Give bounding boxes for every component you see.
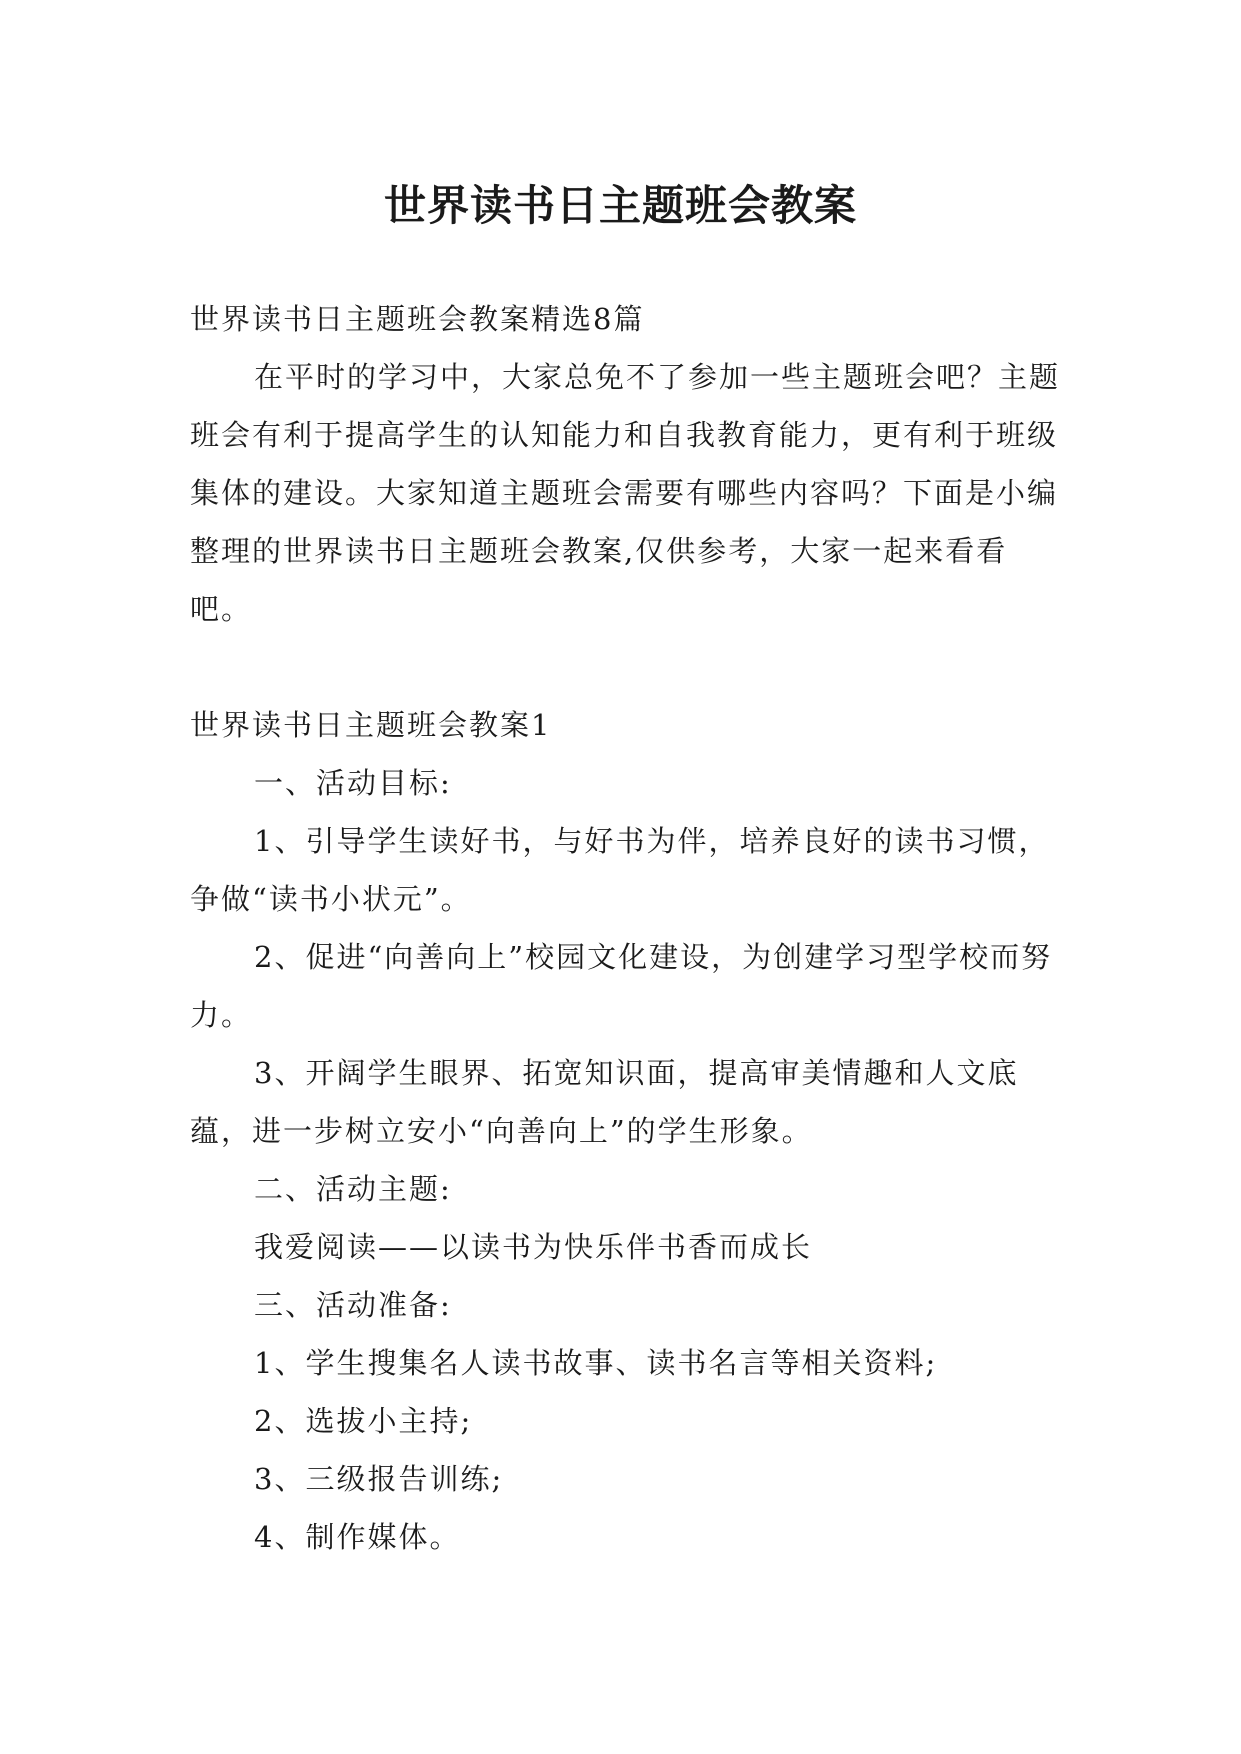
goal-item: 3、开阔学生眼界、拓宽知识面，提高审美情趣和人文底蕴，进一步树立安小“向善向上”的学生形象。 <box>190 1056 1019 1148</box>
intro-paragraph: 在平时的学习中，大家总免不了参加一些主题班会吧？主题班会有利于提高学生的认知能力和自我教育能力，更有利于班级集体的建设。大家知道主题班会需要有哪些内容吗？下面是小编整理的世界读书日主题班会教案,仅供参考，大家一起来看看吧。 <box>190 360 1061 626</box>
document-body <box>190 290 1060 1566</box>
document-subtitle: 世界读书日主题班会教案精选8篇 <box>190 302 645 336</box>
prep-item: 1、学生搜集名人读书故事、读书名言等相关资料; <box>254 1346 938 1380</box>
prep-item: 4、制作媒体。 <box>254 1520 461 1554</box>
prep-item: 3、三级报告训练; <box>254 1462 504 1496</box>
document-title: 世界读书日主题班会教案 <box>383 181 857 231</box>
theme-heading: 二、活动主题: <box>254 1172 452 1206</box>
section-heading: 世界读书日主题班会教案1 <box>190 708 552 742</box>
prep-heading: 三、活动准备: <box>254 1288 452 1322</box>
prep-item: 2、选拔小主持; <box>254 1404 473 1438</box>
goal-item: 1、引导学生读好书，与好书为伴，培养良好的读书习惯，争做“读书小状元”。 <box>190 824 1050 916</box>
theme-text: 我爱阅读——以读书为快乐伴书香而成长 <box>254 1230 813 1264</box>
goal-item: 2、促进“向善向上”校园文化建设，为创建学习型学校而努力。 <box>190 940 1053 1032</box>
goals-heading: 一、活动目标: <box>254 766 452 800</box>
